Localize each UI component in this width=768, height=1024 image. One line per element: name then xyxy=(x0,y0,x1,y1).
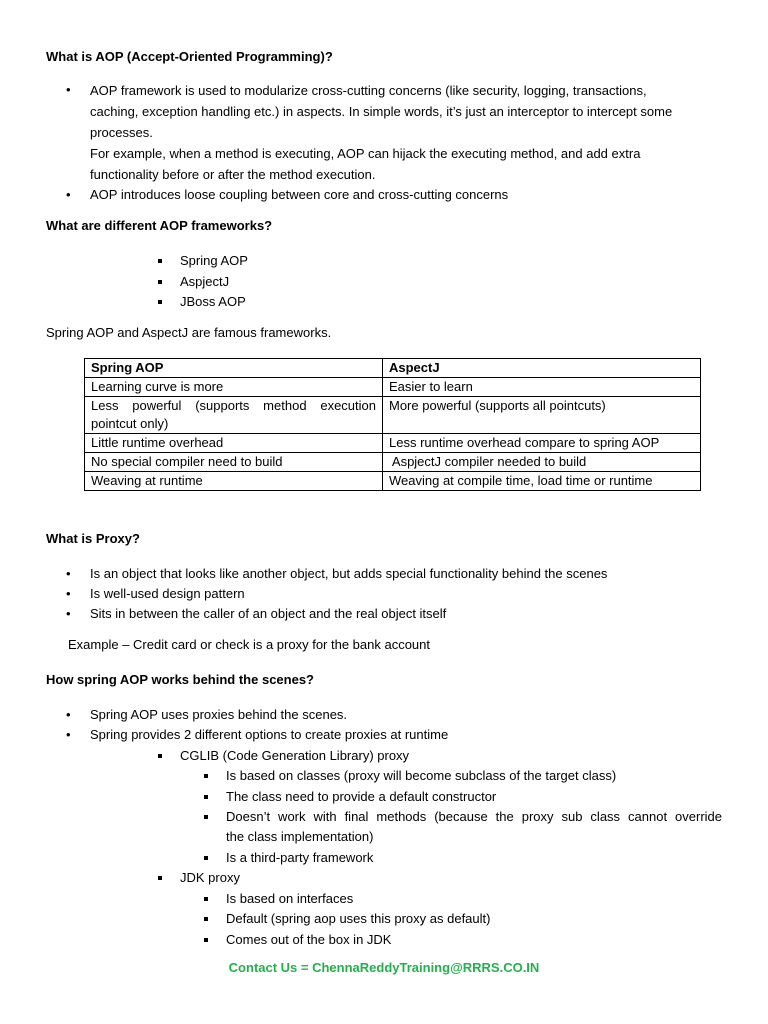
table-cell: More powerful (supports all pointcuts) xyxy=(383,397,701,434)
square-bullet xyxy=(204,774,208,778)
table-header-row xyxy=(85,359,701,378)
table-cell: Less powerful (supports method execution pointcut only) xyxy=(85,397,383,434)
text-line: processes. xyxy=(90,125,153,140)
aop-loose-coupling-text: AOP introduces loose coupling between core and cross-cutting concerns xyxy=(90,187,509,202)
square-bullet xyxy=(204,795,208,799)
square-bullet xyxy=(158,754,162,758)
framework-item: AspjectJ xyxy=(180,274,230,289)
proxy-item: Sits in between the caller of an object and the real object itself xyxy=(90,606,447,621)
famous-frameworks-note: Spring AOP and AspectJ are famous frameworks. xyxy=(46,325,332,340)
bullet-dot: • xyxy=(66,187,71,202)
heading-aop-frameworks: What are different AOP frameworks? xyxy=(46,218,273,233)
text-line: For example, when a method is executing, AOP can hijack the executing method, and add extra xyxy=(90,146,641,161)
table-row xyxy=(85,453,701,472)
jdk-proxy-label: JDK proxy xyxy=(180,870,240,885)
square-bullet xyxy=(204,917,208,921)
table-row xyxy=(85,434,701,453)
table-cell: AspjectJ compiler needed to build xyxy=(383,453,701,472)
jdk-item: Is based on interfaces xyxy=(226,891,354,906)
table-cell: Less runtime overhead compare to spring AOP xyxy=(383,434,701,453)
spring-item: Spring AOP uses proxies behind the scenes. xyxy=(90,707,348,722)
table-header-cell: Spring AOP xyxy=(85,359,383,378)
jdk-item: Comes out of the box in JDK xyxy=(226,932,392,947)
proxy-item: Is well-used design pattern xyxy=(90,586,245,601)
table-header-cell: AspectJ xyxy=(383,359,701,378)
table-row xyxy=(85,397,701,434)
table-cell: Learning curve is more xyxy=(85,378,383,397)
square-bullet xyxy=(158,280,162,284)
cglib-item: The class need to provide a default constructor xyxy=(226,789,497,804)
aop-definition-paragraph xyxy=(90,80,722,185)
square-bullet xyxy=(204,897,208,901)
framework-item: Spring AOP xyxy=(180,253,248,268)
square-bullet xyxy=(204,815,208,819)
text-line: caching, exception handling etc.) in aspects. In simple words, it’s just an interceptor to intercept some xyxy=(90,104,673,119)
table-cell: Little runtime overhead xyxy=(85,434,383,453)
comparison-table xyxy=(84,358,701,491)
square-bullet xyxy=(158,259,162,263)
spring-item: Spring provides 2 different options to create proxies at runtime xyxy=(90,727,449,742)
cglib-item-continued: the class implementation) xyxy=(226,829,374,844)
contact-footer: Contact Us = ChennaReddyTraining@RRRS.CO.IN xyxy=(228,960,540,975)
square-bullet xyxy=(204,856,208,860)
cglib-proxy-label: CGLIB (Code Generation Library) proxy xyxy=(180,748,410,763)
jdk-item: Default (spring aop uses this proxy as default) xyxy=(226,911,491,926)
bullet-dot: • xyxy=(66,586,71,601)
square-bullet xyxy=(204,938,208,942)
cglib-item: Doesn’t work with final methods (because the proxy sub class cannot override xyxy=(226,809,722,824)
bullet-dot: • xyxy=(66,707,71,722)
text-line: AOP framework is used to modularize cross-cutting concerns (like security, logging, transactions, xyxy=(90,83,647,98)
bullet-dot: • xyxy=(66,606,71,621)
bullet-dot: • xyxy=(66,82,71,97)
cglib-item: Is based on classes (proxy will become subclass of the target class) xyxy=(226,768,617,783)
text-line: functionality before or after the method execution. xyxy=(90,167,376,182)
cglib-item: Is a third-party framework xyxy=(226,850,374,865)
table-cell: Weaving at compile time, load time or runtime xyxy=(383,472,701,491)
framework-item: JBoss AOP xyxy=(180,294,246,309)
bullet-dot: • xyxy=(66,566,71,581)
proxy-example: Example – Credit card or check is a proxy for the bank account xyxy=(68,637,431,652)
square-bullet xyxy=(158,300,162,304)
table-cell: Weaving at runtime xyxy=(85,472,383,491)
heading-spring-aop-behind-scenes: How spring AOP works behind the scenes? xyxy=(46,672,314,687)
table-row xyxy=(85,378,701,397)
table-cell: No special compiler need to build xyxy=(85,453,383,472)
table-cell: Easier to learn xyxy=(383,378,701,397)
table-row xyxy=(85,472,701,491)
proxy-item: Is an object that looks like another object, but adds special functionality behind the scenes xyxy=(90,566,608,581)
square-bullet xyxy=(158,876,162,880)
bullet-dot: • xyxy=(66,727,71,742)
heading-what-is-aop: What is AOP (Accept-Oriented Programming)? xyxy=(46,49,333,64)
heading-what-is-proxy: What is Proxy? xyxy=(46,531,140,546)
